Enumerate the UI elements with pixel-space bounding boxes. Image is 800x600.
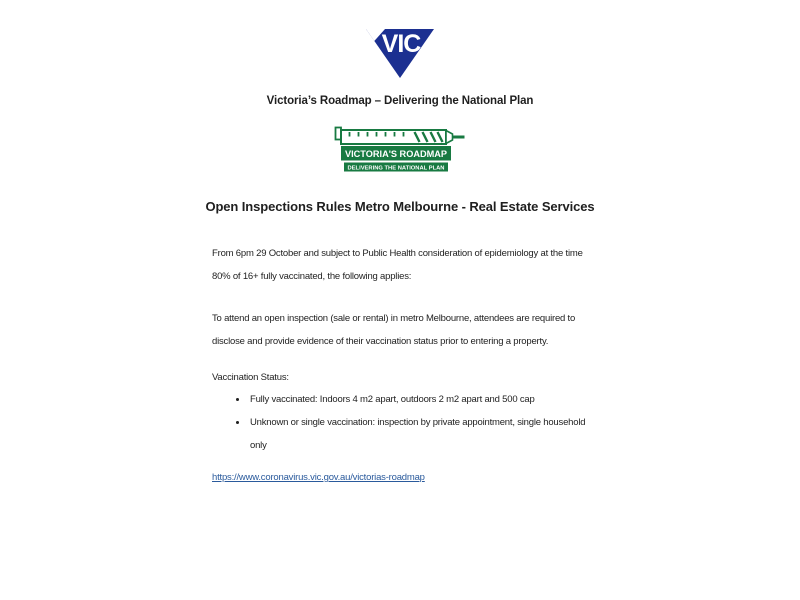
logo-text: VIC [381,30,421,58]
syringe-icon [335,126,466,177]
roadmap-sublabel: DELIVERING THE NATIONAL PLAN [347,165,445,172]
paragraph-intro: From 6pm 29 October and subject to Public Health consideration of epidemiology at the time 80% of 16+ fully vaccinated, the following applies: [212,248,583,282]
syringe-barrel [341,130,446,144]
syringe-taper [446,131,453,144]
list-item-fully-vaccinated: • Fully vaccinated: Indoors 4 m2 apart, outdoors 2 m2 apart and 500 cap [248,388,598,411]
vaccination-status-list [212,388,598,457]
vaccination-status-label: Vaccination Status: [212,372,289,383]
list-item-unknown-vaccination: • Unknown or single vaccination: inspection by private appointment, single household only [248,411,598,457]
syringe-needle [453,136,465,139]
roadmap-link[interactable]: https://www.coronavirus.vic.gov.au/victorias-roadmap [212,472,425,483]
syringe-ticks [350,132,404,137]
vic-government-logo-icon [364,20,436,85]
link-row [212,466,598,489]
roadmap-label: VICTORIA'S ROADMAP [345,149,447,159]
document-title: Victoria’s Roadmap – Delivering the National Plan [266,95,534,107]
paragraph-requirements: To attend an open inspection (sale or rental) in metro Melbourne, attendees are required to disclose and provide evidence of their vaccination status prior to entering a property. [212,313,576,347]
page-heading: Open Inspections Rules Metro Melbourne - Real Estate Services [205,199,595,214]
